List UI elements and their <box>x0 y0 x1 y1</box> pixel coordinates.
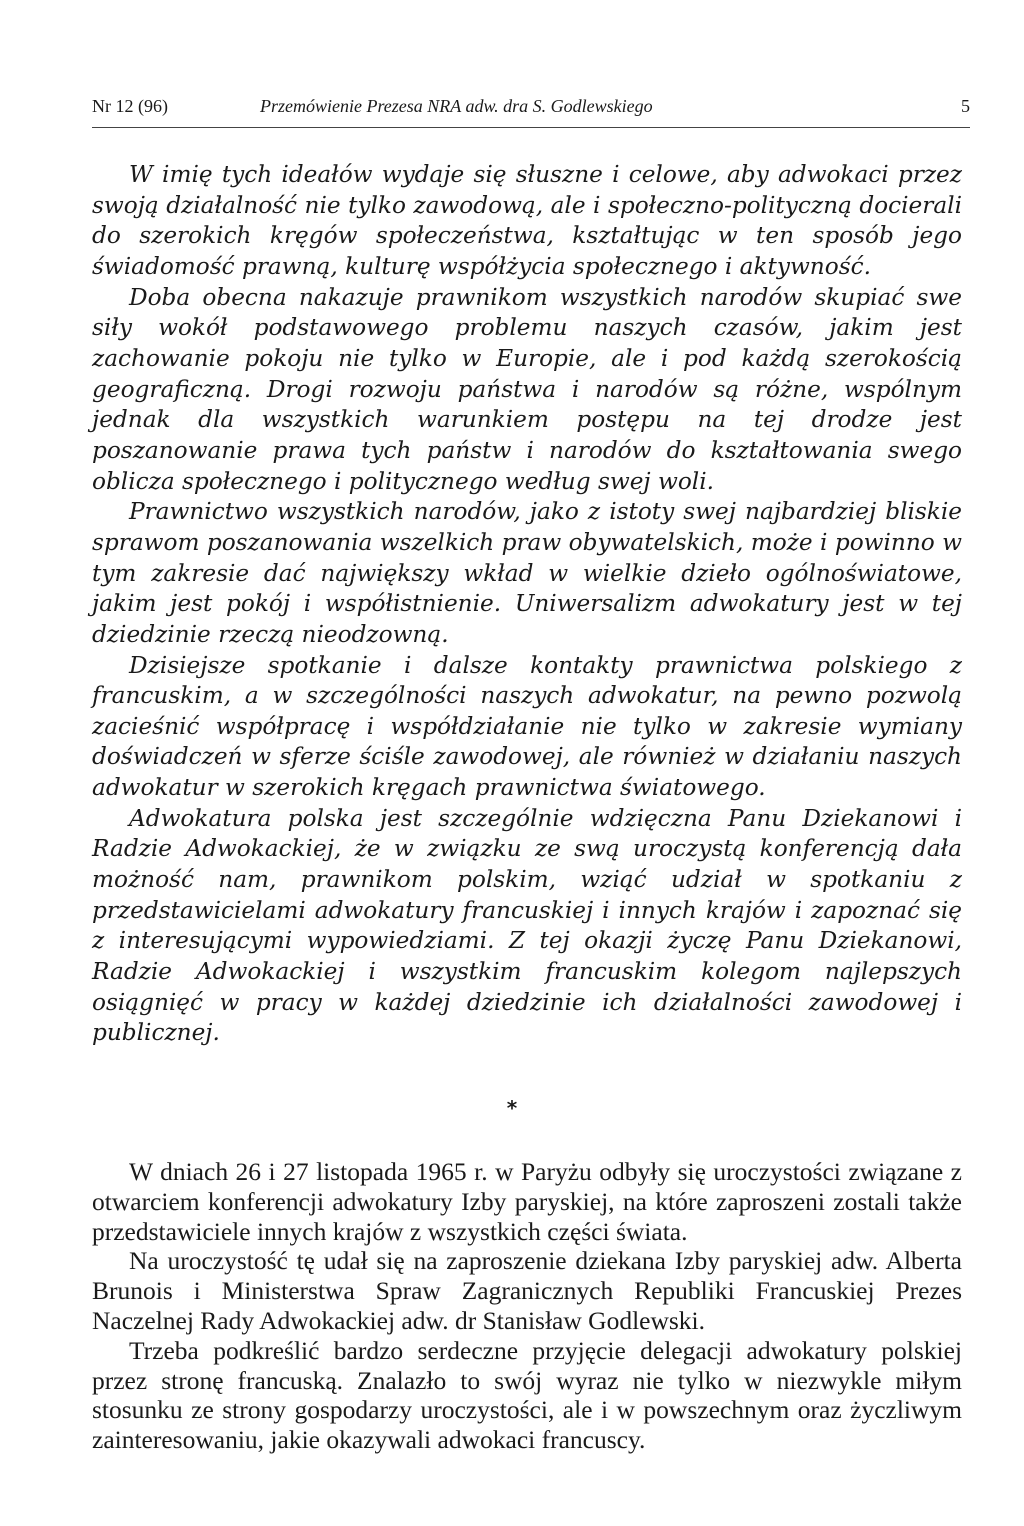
speech-paragraph: Doba obecna nakazuje prawnikom wszystkich narodów skupiać swe siły wokół podstawowego problemu naszych czasów, jakim jest zachowanie pokoju nie tylko w Europie, ale i pod każdą szerokością geograficzną. Drogi rozwoju państwa i narodów są różne, wspólnym jednak dla wszystkich warunkiem postępu na tej drodze jest poszanowanie prawa tych państw i narodów do kształtowania swego oblicza społecznego i politycznego według swej woli. <box>92 283 962 495</box>
report-text <box>92 1157 962 1455</box>
speech-paragraph: W imię tych ideałów wydaje się słuszne i celowe, aby adwokaci przez swoją działalność nie tylko zawodową, ale i społeczno-polityczną docierali do szerokich kręgów społeczeństwa, kształtując w ten sposób jego świadomość prawną, kulturę współżycia społecznego i aktywność. <box>92 161 962 280</box>
speech-paragraph: Adwokatura polska jest szczególnie wdzięczna Panu Dziekanowi i Radzie Adwokackiej, że w związku ze swą uroczystą konferencją dała możność nam, prawnikom polskim, wziąć udział w spotkaniu z przedstawicielami adwokatury francuskiej i innych krajów i zapoznać się z interesującymi wypowiedziami. Z tej okazji życzę Panu Dziekanowi, Radzie Adwokackiej i wszystkim francuskim kolegom najlepszych osiągnięć w pracy w każdej dziedzinie ich działalności zawodowej i publicznej. <box>92 804 962 1047</box>
report-paragraph: Na uroczystość tę udał się na zaproszenie dziekana Izby paryskiej adw. Alberta Brunois i Ministerstwa Spraw Zagranicznych Republiki Francuskiej Prezes Naczelnej Rady Adwokackiej adw. dr Stanisław Godlewski. <box>92 1246 962 1335</box>
report-paragraph: Trzeba podkreślić bardzo serdeczne przyjęcie delegacji adwokatury polskiej przez stronę francuską. Znalazło to swój wyraz nie tylko w niezwykle miłym stosunku ze strony gospodarzy uroczystości, ale i w powszechnym oraz życzliwym zainteresowaniu, jakie okazywali adwokaci francuscy. <box>92 1335 962 1455</box>
section-separator: * <box>506 1096 518 1120</box>
speech-text <box>92 160 962 1049</box>
header-rule <box>92 127 970 128</box>
speech-paragraph: Prawnictwo wszystkich narodów, jako z istoty swej najbardziej bliskie sprawom poszanowania wszelkich praw obywatelskich, może i powinno w tym zakresie dać największy wkład w wielkie dzieło ogólnoświatowe, jakim jest pokój i współistnienie. Uniwersalizm adwokatury jest w tej dziedzinie rzeczą nieodzowną. <box>92 498 962 648</box>
page-number: 5 <box>961 96 970 116</box>
issue-number: Nr 12 (96) <box>92 96 168 116</box>
running-header <box>92 96 970 122</box>
running-title: Przemówienie Prezesa NRA adw. dra S. Godlewskiego <box>260 96 653 116</box>
report-paragraph: W dniach 26 i 27 listopada 1965 r. w Paryżu odbyły się uroczystości związane z otwarciem konferencji adwokatury Izby paryskiej, na które zaproszeni zostali także przedstawiciele innych krajów z wszystkich części świata. <box>92 1157 962 1246</box>
speech-paragraph: Dzisiejsze spotkanie i dalsze kontakty prawnictwa polskiego z francuskim, a w szczególności naszych adwokatur, na pewno pozwolą zacieśnić współpracę i współdziałanie nie tylko w zakresie wymiany doświadczeń w sferze ściśle zawodowej, ale również w działaniu naszych adwokatur w szerokich kręgach prawnictwa światowego. <box>92 651 962 802</box>
